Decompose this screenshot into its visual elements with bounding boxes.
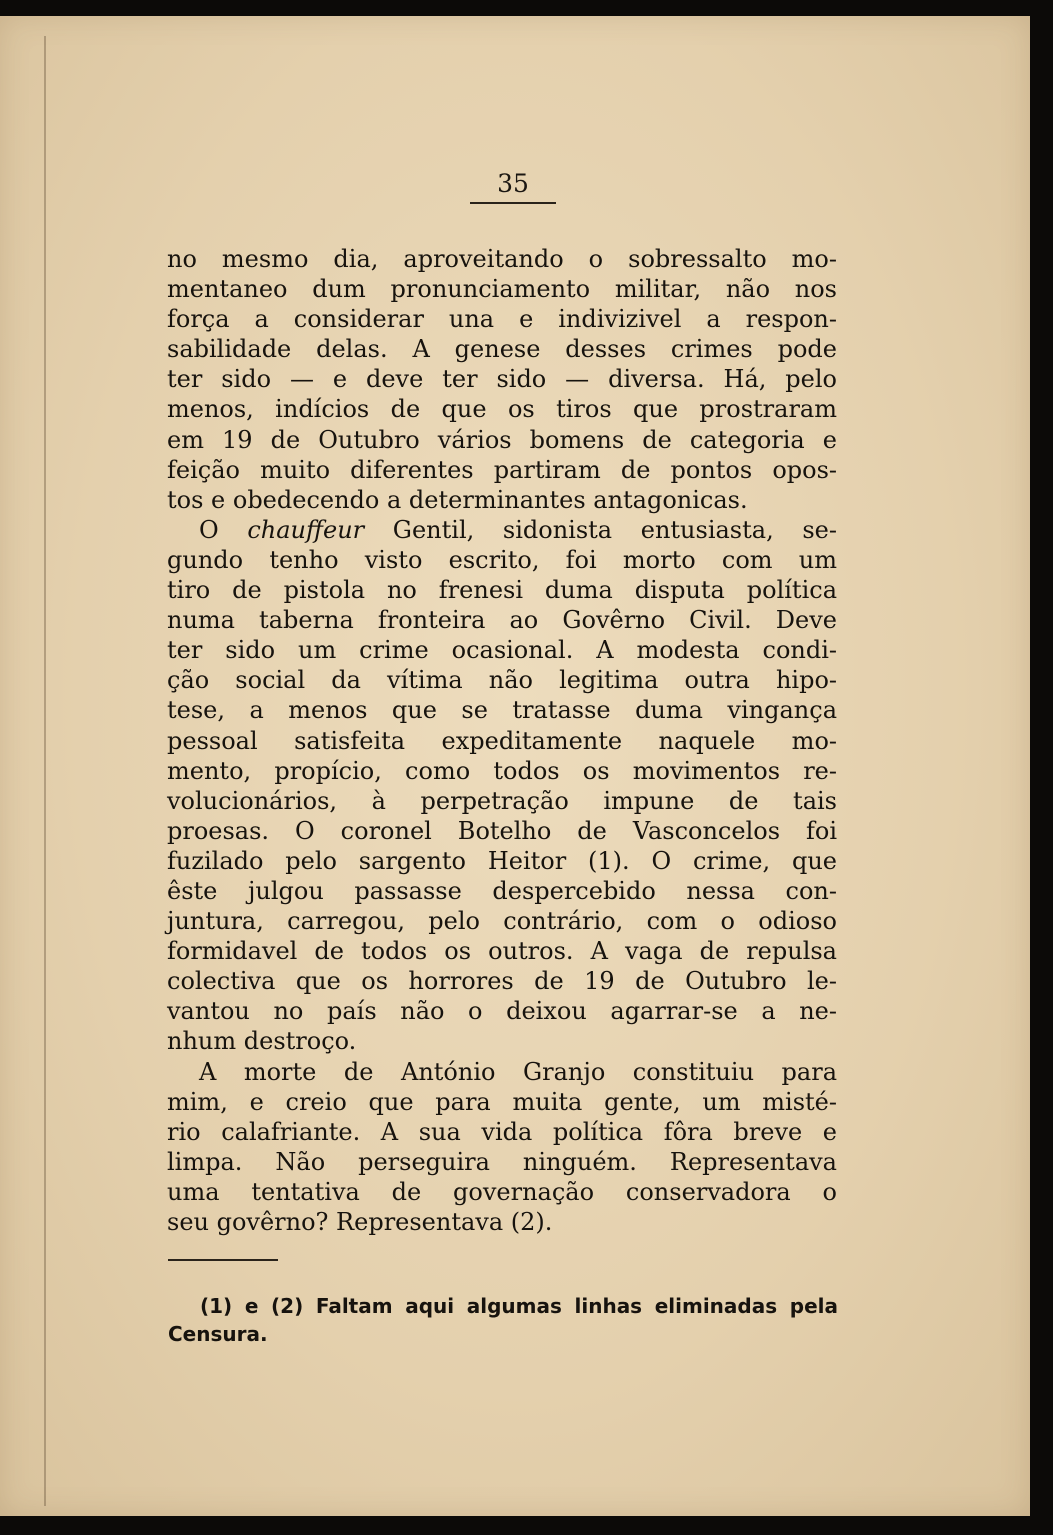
text-line: sabilidade delas. A genese desses crimes pode <box>167 335 837 364</box>
text-line: A morte de António Granjo constituiu para <box>199 1057 837 1086</box>
footnote-line: (1) e (2) Faltam aqui algumas linhas eliminadas pela <box>200 1294 838 1318</box>
page-number: 35 <box>497 169 529 198</box>
text-line: rio calafriante. A sua vida política fôra breve e <box>167 1117 837 1146</box>
page-fold-shadow <box>44 36 46 1506</box>
text-line: ter sido — e deve ter sido — diversa. Há, pelo <box>167 365 837 394</box>
text-line: mentaneo dum pronunciamento militar, não nos <box>167 275 837 304</box>
text-line: tese, a menos que se tratasse duma vingança <box>167 696 837 725</box>
text-line: ter sido um crime ocasional. A modesta condi- <box>167 636 837 665</box>
body-text <box>167 244 837 1237</box>
chauffeur-after: Gentil, sidonista entusiasta, se- <box>364 515 837 544</box>
footnote <box>168 1292 838 1348</box>
text-line: mim, e creio que para muita gente, um misté- <box>167 1087 837 1116</box>
text-line: juntura, carregou, pelo contrário, com o odioso <box>167 907 837 936</box>
chauffeur-before: O <box>199 515 248 544</box>
text-line: menos, indícios de que os tiros que prostraram <box>167 395 837 424</box>
text-line: mento, propício, como todos os movimentos re- <box>167 756 837 785</box>
page-number-rule <box>470 202 556 204</box>
text-line: nhum destroço. <box>167 1027 357 1056</box>
text-line: proesas. O coronel Botelho de Vasconcelos foi <box>167 816 837 845</box>
text-line: no mesmo dia, aproveitando o sobressalto mo- <box>167 245 837 273</box>
footnote-line: Censura. <box>168 1322 268 1346</box>
book-page <box>0 16 1030 1516</box>
text-line: fuzilado pelo sargento Heitor (1). O crime, que <box>167 846 837 875</box>
text-line: ção social da vítima não legitima outra hipo- <box>167 666 837 695</box>
text-line: pessoal satisfeita expeditamente naquele mo- <box>167 726 837 755</box>
text-line: volucionários, à perpetração impune de tais <box>167 786 837 815</box>
text-line: tos e obedecendo a determinantes antagonicas. <box>167 485 748 514</box>
text-line: uma tentativa de governação conservadora o <box>167 1177 837 1206</box>
text-line-chauffeur <box>167 515 837 545</box>
footnote-rule <box>168 1259 278 1261</box>
text-line: tiro de pistola no frenesi duma disputa política <box>167 576 837 605</box>
text-line: numa taberna fronteira ao Govêrno Civil. Deve <box>167 606 837 635</box>
text-line: êste julgou passasse despercebido nessa con- <box>167 876 837 905</box>
text-line: limpa. Não perseguira ninguém. Representava <box>167 1147 837 1176</box>
text-line: em 19 de Outubro vários bomens de categoria e <box>167 425 837 454</box>
text-line: força a considerar una e indivizivel a respon- <box>167 305 837 334</box>
chauffeur-italic: chauffeur <box>247 515 365 544</box>
text-line: gundo tenho visto escrito, foi morto com um <box>167 545 837 574</box>
text-line: feição muito diferentes partiram de pontos opos- <box>167 455 837 484</box>
text-line: colectiva que os horrores de 19 de Outubro le- <box>167 967 837 996</box>
text-line: seu govêrno? Representava (2). <box>167 1208 553 1236</box>
text-line: vantou no país não o deixou agarrar-se a ne- <box>167 997 837 1026</box>
text-line: formidavel de todos os outros. A vaga de repulsa <box>167 937 837 966</box>
